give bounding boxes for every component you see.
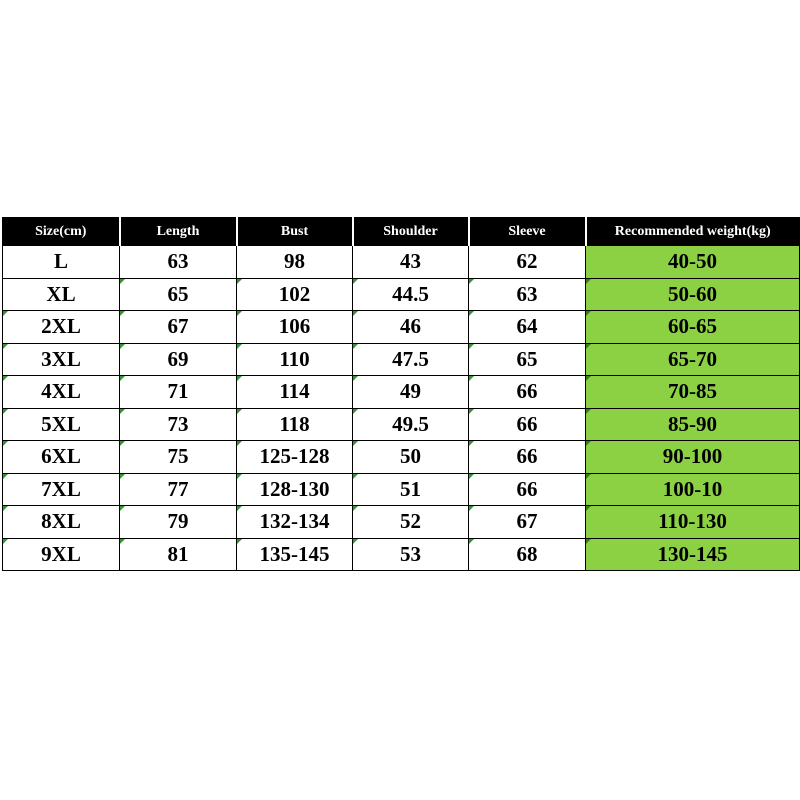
length-cell: 75 bbox=[120, 441, 237, 474]
size-cell: 8XL bbox=[3, 506, 120, 539]
weight-cell: 60-65 bbox=[586, 311, 800, 344]
sleeve-cell: 63 bbox=[469, 278, 586, 311]
table-row bbox=[3, 311, 800, 344]
weight-cell: 130-145 bbox=[586, 538, 800, 571]
size-cell: 5XL bbox=[3, 408, 120, 441]
shoulder-cell: 44.5 bbox=[353, 278, 469, 311]
table-body bbox=[3, 246, 800, 571]
table-row bbox=[3, 246, 800, 279]
size-chart-table bbox=[2, 217, 800, 571]
shoulder-cell: 50 bbox=[353, 441, 469, 474]
weight-cell: 65-70 bbox=[586, 343, 800, 376]
header-sleeve: Sleeve bbox=[469, 218, 586, 246]
weight-cell: 40-50 bbox=[586, 246, 800, 279]
length-cell: 67 bbox=[120, 311, 237, 344]
header-shoulder: Shoulder bbox=[353, 218, 469, 246]
size-cell: 2XL bbox=[3, 311, 120, 344]
weight-cell: 90-100 bbox=[586, 441, 800, 474]
length-cell: 65 bbox=[120, 278, 237, 311]
table-row bbox=[3, 441, 800, 474]
shoulder-cell: 49.5 bbox=[353, 408, 469, 441]
bust-cell: 118 bbox=[237, 408, 353, 441]
length-cell: 63 bbox=[120, 246, 237, 279]
table-row bbox=[3, 506, 800, 539]
shoulder-cell: 51 bbox=[353, 473, 469, 506]
size-cell: 3XL bbox=[3, 343, 120, 376]
shoulder-cell: 46 bbox=[353, 311, 469, 344]
sleeve-cell: 67 bbox=[469, 506, 586, 539]
bust-cell: 132-134 bbox=[237, 506, 353, 539]
size-cell: 6XL bbox=[3, 441, 120, 474]
bust-cell: 106 bbox=[237, 311, 353, 344]
size-cell: XL bbox=[3, 278, 120, 311]
shoulder-cell: 49 bbox=[353, 376, 469, 409]
weight-cell: 70-85 bbox=[586, 376, 800, 409]
table-row bbox=[3, 538, 800, 571]
length-cell: 73 bbox=[120, 408, 237, 441]
length-cell: 81 bbox=[120, 538, 237, 571]
size-cell: 9XL bbox=[3, 538, 120, 571]
bust-cell: 98 bbox=[237, 246, 353, 279]
bust-cell: 128-130 bbox=[237, 473, 353, 506]
bust-cell: 135-145 bbox=[237, 538, 353, 571]
table-row bbox=[3, 343, 800, 376]
header-bust: Bust bbox=[237, 218, 353, 246]
table-row bbox=[3, 278, 800, 311]
sleeve-cell: 66 bbox=[469, 441, 586, 474]
bust-cell: 102 bbox=[237, 278, 353, 311]
sleeve-cell: 62 bbox=[469, 246, 586, 279]
weight-cell: 110-130 bbox=[586, 506, 800, 539]
sleeve-cell: 65 bbox=[469, 343, 586, 376]
size-cell: L bbox=[3, 246, 120, 279]
table-row bbox=[3, 408, 800, 441]
length-cell: 79 bbox=[120, 506, 237, 539]
table-row bbox=[3, 473, 800, 506]
bust-cell: 114 bbox=[237, 376, 353, 409]
shoulder-cell: 52 bbox=[353, 506, 469, 539]
weight-cell: 100-10 bbox=[586, 473, 800, 506]
sleeve-cell: 66 bbox=[469, 408, 586, 441]
shoulder-cell: 47.5 bbox=[353, 343, 469, 376]
bust-cell: 125-128 bbox=[237, 441, 353, 474]
header-size: Size(cm) bbox=[3, 218, 120, 246]
header-recommended-weight: Recommended weight(kg) bbox=[586, 218, 800, 246]
sleeve-cell: 68 bbox=[469, 538, 586, 571]
weight-cell: 85-90 bbox=[586, 408, 800, 441]
size-cell: 4XL bbox=[3, 376, 120, 409]
weight-cell: 50-60 bbox=[586, 278, 800, 311]
bust-cell: 110 bbox=[237, 343, 353, 376]
length-cell: 77 bbox=[120, 473, 237, 506]
size-cell: 7XL bbox=[3, 473, 120, 506]
sleeve-cell: 66 bbox=[469, 473, 586, 506]
header-length: Length bbox=[120, 218, 237, 246]
table-row bbox=[3, 376, 800, 409]
length-cell: 71 bbox=[120, 376, 237, 409]
sleeve-cell: 66 bbox=[469, 376, 586, 409]
header-row bbox=[3, 218, 800, 246]
sleeve-cell: 64 bbox=[469, 311, 586, 344]
shoulder-cell: 43 bbox=[353, 246, 469, 279]
shoulder-cell: 53 bbox=[353, 538, 469, 571]
length-cell: 69 bbox=[120, 343, 237, 376]
